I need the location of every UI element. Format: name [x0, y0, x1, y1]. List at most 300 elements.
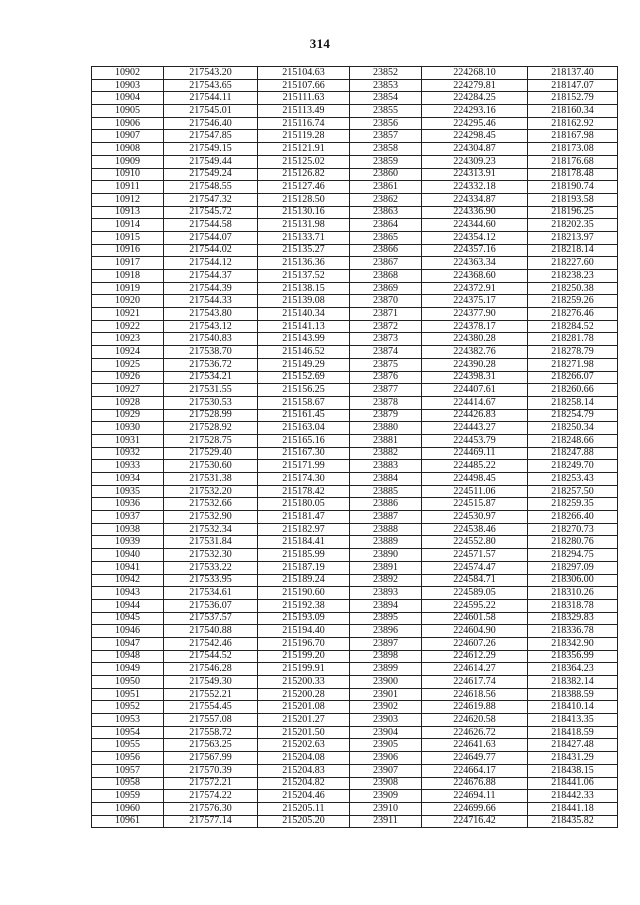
- table-row: [92, 346, 618, 359]
- x-coordinate-cell: 217548.55: [164, 181, 258, 194]
- point-id-cell: 23892: [350, 574, 422, 587]
- point-id-cell: 23869: [350, 282, 422, 295]
- point-id-cell: 23886: [350, 498, 422, 511]
- table-row: [92, 92, 618, 105]
- point-id-cell: 10928: [92, 396, 164, 409]
- x-coordinate-cell: 224380.28: [422, 333, 528, 346]
- y-coordinate-cell: 215167.30: [258, 447, 350, 460]
- y-coordinate-cell: 215174.30: [258, 473, 350, 486]
- point-id-cell: 10931: [92, 434, 164, 447]
- table-row: [92, 143, 618, 156]
- x-coordinate-cell: 224279.81: [422, 79, 528, 92]
- point-id-cell: 10929: [92, 409, 164, 422]
- x-coordinate-cell: 224398.31: [422, 371, 528, 384]
- y-coordinate-cell: 218271.98: [528, 358, 618, 371]
- x-coordinate-cell: 224716.42: [422, 815, 528, 828]
- table-row: [92, 726, 618, 739]
- y-coordinate-cell: 218413.35: [528, 714, 618, 727]
- y-coordinate-cell: 218438.15: [528, 764, 618, 777]
- table-row: [92, 155, 618, 168]
- x-coordinate-cell: 224304.87: [422, 143, 528, 156]
- y-coordinate-cell: 218294.75: [528, 549, 618, 562]
- x-coordinate-cell: 217543.65: [164, 79, 258, 92]
- x-coordinate-cell: 224284.25: [422, 92, 528, 105]
- x-coordinate-cell: 224426.83: [422, 409, 528, 422]
- point-id-cell: 10922: [92, 320, 164, 333]
- y-coordinate-cell: 218238.23: [528, 270, 618, 283]
- x-coordinate-cell: 217531.38: [164, 473, 258, 486]
- table-row: [92, 802, 618, 815]
- point-id-cell: 23887: [350, 511, 422, 524]
- y-coordinate-cell: 215137.52: [258, 270, 350, 283]
- x-coordinate-cell: 224372.91: [422, 282, 528, 295]
- point-id-cell: 23905: [350, 739, 422, 752]
- point-id-cell: 10926: [92, 371, 164, 384]
- x-coordinate-cell: 217549.30: [164, 676, 258, 689]
- y-coordinate-cell: 218310.26: [528, 587, 618, 600]
- point-id-cell: 10911: [92, 181, 164, 194]
- y-coordinate-cell: 215204.46: [258, 790, 350, 803]
- x-coordinate-cell: 217533.95: [164, 574, 258, 587]
- y-coordinate-cell: 215128.50: [258, 193, 350, 206]
- point-id-cell: 10903: [92, 79, 164, 92]
- x-coordinate-cell: 217536.72: [164, 358, 258, 371]
- x-coordinate-cell: 217547.32: [164, 193, 258, 206]
- point-id-cell: 23864: [350, 219, 422, 232]
- y-coordinate-cell: 218250.34: [528, 422, 618, 435]
- y-coordinate-cell: 218442.33: [528, 790, 618, 803]
- x-coordinate-cell: 224699.66: [422, 802, 528, 815]
- x-coordinate-cell: 217543.80: [164, 308, 258, 321]
- x-coordinate-cell: 217544.58: [164, 219, 258, 232]
- x-coordinate-cell: 217528.99: [164, 409, 258, 422]
- point-id-cell: 23863: [350, 206, 422, 219]
- y-coordinate-cell: 218248.66: [528, 434, 618, 447]
- x-coordinate-cell: 224377.90: [422, 308, 528, 321]
- y-coordinate-cell: 215199.20: [258, 650, 350, 663]
- y-coordinate-cell: 218342.90: [528, 637, 618, 650]
- table-row: [92, 168, 618, 181]
- point-id-cell: 10953: [92, 714, 164, 727]
- y-coordinate-cell: 218382.14: [528, 676, 618, 689]
- table-row: [92, 219, 618, 232]
- x-coordinate-cell: 224574.47: [422, 561, 528, 574]
- table-row: [92, 663, 618, 676]
- y-coordinate-cell: 215178.42: [258, 485, 350, 498]
- point-id-cell: 23911: [350, 815, 422, 828]
- table-row: [92, 308, 618, 321]
- y-coordinate-cell: 218147.07: [528, 79, 618, 92]
- y-coordinate-cell: 215201.27: [258, 714, 350, 727]
- y-coordinate-cell: 215113.49: [258, 105, 350, 118]
- table-row: [92, 67, 618, 80]
- y-coordinate-cell: 218276.46: [528, 308, 618, 321]
- point-id-cell: 23878: [350, 396, 422, 409]
- table-row: [92, 574, 618, 587]
- table-row: [92, 676, 618, 689]
- y-coordinate-cell: 215202.63: [258, 739, 350, 752]
- x-coordinate-cell: 224469.11: [422, 447, 528, 460]
- x-coordinate-cell: 224336.90: [422, 206, 528, 219]
- point-id-cell: 23890: [350, 549, 422, 562]
- table-row: [92, 637, 618, 650]
- point-id-cell: 10906: [92, 117, 164, 130]
- x-coordinate-cell: 224332.18: [422, 181, 528, 194]
- x-coordinate-cell: 224619.88: [422, 701, 528, 714]
- x-coordinate-cell: 217545.01: [164, 105, 258, 118]
- y-coordinate-cell: 218266.07: [528, 371, 618, 384]
- table-row: [92, 371, 618, 384]
- y-coordinate-cell: 215182.97: [258, 523, 350, 536]
- point-id-cell: 23879: [350, 409, 422, 422]
- x-coordinate-cell: 224530.97: [422, 511, 528, 524]
- y-coordinate-cell: 218193.58: [528, 193, 618, 206]
- y-coordinate-cell: 218297.09: [528, 561, 618, 574]
- point-id-cell: 23888: [350, 523, 422, 536]
- y-coordinate-cell: 218260.66: [528, 384, 618, 397]
- x-coordinate-cell: 217544.52: [164, 650, 258, 663]
- y-coordinate-cell: 218431.29: [528, 752, 618, 765]
- x-coordinate-cell: 217544.07: [164, 231, 258, 244]
- x-coordinate-cell: 217554.45: [164, 701, 258, 714]
- table-row: [92, 422, 618, 435]
- point-id-cell: 10937: [92, 511, 164, 524]
- point-id-cell: 10917: [92, 257, 164, 270]
- table-row: [92, 79, 618, 92]
- y-coordinate-cell: 215180.05: [258, 498, 350, 511]
- table-row: [92, 561, 618, 574]
- x-coordinate-cell: 217574.22: [164, 790, 258, 803]
- x-coordinate-cell: 217552.21: [164, 688, 258, 701]
- y-coordinate-cell: 215194.40: [258, 625, 350, 638]
- table-row: [92, 384, 618, 397]
- point-id-cell: 10904: [92, 92, 164, 105]
- table-row: [92, 396, 618, 409]
- y-coordinate-cell: 215193.09: [258, 612, 350, 625]
- point-id-cell: 23899: [350, 663, 422, 676]
- table-row: [92, 447, 618, 460]
- x-coordinate-cell: 217532.34: [164, 523, 258, 536]
- table-row: [92, 752, 618, 765]
- point-id-cell: 10930: [92, 422, 164, 435]
- y-coordinate-cell: 218213.97: [528, 231, 618, 244]
- point-id-cell: 23880: [350, 422, 422, 435]
- y-coordinate-cell: 218270.73: [528, 523, 618, 536]
- point-id-cell: 23881: [350, 434, 422, 447]
- point-id-cell: 23904: [350, 726, 422, 739]
- point-id-cell: 10946: [92, 625, 164, 638]
- x-coordinate-cell: 224649.77: [422, 752, 528, 765]
- x-coordinate-cell: 217531.55: [164, 384, 258, 397]
- point-id-cell: 23856: [350, 117, 422, 130]
- y-coordinate-cell: 215205.11: [258, 802, 350, 815]
- x-coordinate-cell: 217547.85: [164, 130, 258, 143]
- x-coordinate-cell: 224363.34: [422, 257, 528, 270]
- point-id-cell: 10932: [92, 447, 164, 460]
- x-coordinate-cell: 217540.83: [164, 333, 258, 346]
- table-row: [92, 206, 618, 219]
- x-coordinate-cell: 224552.80: [422, 536, 528, 549]
- y-coordinate-cell: 215171.99: [258, 460, 350, 473]
- point-id-cell: 23873: [350, 333, 422, 346]
- table-row: [92, 511, 618, 524]
- y-coordinate-cell: 218259.35: [528, 498, 618, 511]
- x-coordinate-cell: 217549.15: [164, 143, 258, 156]
- y-coordinate-cell: 218356.99: [528, 650, 618, 663]
- point-id-cell: 10920: [92, 295, 164, 308]
- point-id-cell: 23876: [350, 371, 422, 384]
- y-coordinate-cell: 218160.34: [528, 105, 618, 118]
- x-coordinate-cell: 224309.23: [422, 155, 528, 168]
- y-coordinate-cell: 215200.33: [258, 676, 350, 689]
- table-row: [92, 333, 618, 346]
- y-coordinate-cell: 218336.78: [528, 625, 618, 638]
- point-id-cell: 23893: [350, 587, 422, 600]
- x-coordinate-cell: 224584.71: [422, 574, 528, 587]
- point-id-cell: 23853: [350, 79, 422, 92]
- x-coordinate-cell: 224618.56: [422, 688, 528, 701]
- y-coordinate-cell: 215152.69: [258, 371, 350, 384]
- point-id-cell: 23884: [350, 473, 422, 486]
- point-id-cell: 10952: [92, 701, 164, 714]
- y-coordinate-cell: 218306.00: [528, 574, 618, 587]
- x-coordinate-cell: 217544.37: [164, 270, 258, 283]
- y-coordinate-cell: 215187.19: [258, 561, 350, 574]
- point-id-cell: 10940: [92, 549, 164, 562]
- table-body: [92, 67, 618, 828]
- x-coordinate-cell: 217532.20: [164, 485, 258, 498]
- table-row: [92, 498, 618, 511]
- x-coordinate-cell: 224607.26: [422, 637, 528, 650]
- point-id-cell: 23895: [350, 612, 422, 625]
- y-coordinate-cell: 215204.83: [258, 764, 350, 777]
- table-row: [92, 650, 618, 663]
- point-id-cell: 23866: [350, 244, 422, 257]
- y-coordinate-cell: 215163.04: [258, 422, 350, 435]
- y-coordinate-cell: 215130.16: [258, 206, 350, 219]
- y-coordinate-cell: 218410.14: [528, 701, 618, 714]
- point-id-cell: 10908: [92, 143, 164, 156]
- x-coordinate-cell: 217572.21: [164, 777, 258, 790]
- y-coordinate-cell: 215156.25: [258, 384, 350, 397]
- x-coordinate-cell: 217549.24: [164, 168, 258, 181]
- x-coordinate-cell: 217542.46: [164, 637, 258, 650]
- x-coordinate-cell: 224676.88: [422, 777, 528, 790]
- point-id-cell: 23867: [350, 257, 422, 270]
- y-coordinate-cell: 215140.34: [258, 308, 350, 321]
- table-row: [92, 117, 618, 130]
- x-coordinate-cell: 224382.76: [422, 346, 528, 359]
- y-coordinate-cell: 218435.82: [528, 815, 618, 828]
- table-row: [92, 434, 618, 447]
- point-id-cell: 23898: [350, 650, 422, 663]
- x-coordinate-cell: 224357.16: [422, 244, 528, 257]
- table-row: [92, 599, 618, 612]
- x-coordinate-cell: 224443.27: [422, 422, 528, 435]
- point-id-cell: 10955: [92, 739, 164, 752]
- y-coordinate-cell: 218247.88: [528, 447, 618, 460]
- x-coordinate-cell: 217540.88: [164, 625, 258, 638]
- point-id-cell: 10909: [92, 155, 164, 168]
- point-id-cell: 23891: [350, 561, 422, 574]
- table-row: [92, 295, 618, 308]
- y-coordinate-cell: 218388.59: [528, 688, 618, 701]
- y-coordinate-cell: 218427.48: [528, 739, 618, 752]
- x-coordinate-cell: 224498.45: [422, 473, 528, 486]
- x-coordinate-cell: 217528.92: [164, 422, 258, 435]
- point-id-cell: 10915: [92, 231, 164, 244]
- x-coordinate-cell: 224664.17: [422, 764, 528, 777]
- x-coordinate-cell: 224601.58: [422, 612, 528, 625]
- y-coordinate-cell: 215121.91: [258, 143, 350, 156]
- table-row: [92, 320, 618, 333]
- point-id-cell: 23871: [350, 308, 422, 321]
- x-coordinate-cell: 217531.84: [164, 536, 258, 549]
- point-id-cell: 10933: [92, 460, 164, 473]
- point-id-cell: 10913: [92, 206, 164, 219]
- point-id-cell: 10935: [92, 485, 164, 498]
- coordinates-table: [91, 66, 618, 828]
- point-id-cell: 23910: [350, 802, 422, 815]
- point-id-cell: 10921: [92, 308, 164, 321]
- point-id-cell: 10959: [92, 790, 164, 803]
- point-id-cell: 23877: [350, 384, 422, 397]
- y-coordinate-cell: 218281.78: [528, 333, 618, 346]
- x-coordinate-cell: 224694.11: [422, 790, 528, 803]
- x-coordinate-cell: 224295.46: [422, 117, 528, 130]
- y-coordinate-cell: 215184.41: [258, 536, 350, 549]
- point-id-cell: 23897: [350, 637, 422, 650]
- y-coordinate-cell: 218218.14: [528, 244, 618, 257]
- x-coordinate-cell: 217570.39: [164, 764, 258, 777]
- point-id-cell: 10905: [92, 105, 164, 118]
- point-id-cell: 10923: [92, 333, 164, 346]
- y-coordinate-cell: 215133.71: [258, 231, 350, 244]
- point-id-cell: 10927: [92, 384, 164, 397]
- x-coordinate-cell: 217529.40: [164, 447, 258, 460]
- y-coordinate-cell: 215158.67: [258, 396, 350, 409]
- x-coordinate-cell: 217530.53: [164, 396, 258, 409]
- x-coordinate-cell: 224595.22: [422, 599, 528, 612]
- point-id-cell: 10948: [92, 650, 164, 663]
- table-row: [92, 485, 618, 498]
- point-id-cell: 10958: [92, 777, 164, 790]
- x-coordinate-cell: 217532.30: [164, 549, 258, 562]
- y-coordinate-cell: 215149.29: [258, 358, 350, 371]
- x-coordinate-cell: 217549.44: [164, 155, 258, 168]
- point-id-cell: 23885: [350, 485, 422, 498]
- point-id-cell: 23894: [350, 599, 422, 612]
- x-coordinate-cell: 217545.72: [164, 206, 258, 219]
- point-id-cell: 10916: [92, 244, 164, 257]
- x-coordinate-cell: 224604.90: [422, 625, 528, 638]
- y-coordinate-cell: 218249.70: [528, 460, 618, 473]
- point-id-cell: 10924: [92, 346, 164, 359]
- point-id-cell: 10907: [92, 130, 164, 143]
- y-coordinate-cell: 218254.79: [528, 409, 618, 422]
- table-row: [92, 270, 618, 283]
- point-id-cell: 10949: [92, 663, 164, 676]
- y-coordinate-cell: 218176.68: [528, 155, 618, 168]
- x-coordinate-cell: 217533.22: [164, 561, 258, 574]
- x-coordinate-cell: 224571.57: [422, 549, 528, 562]
- x-coordinate-cell: 217577.14: [164, 815, 258, 828]
- y-coordinate-cell: 215116.74: [258, 117, 350, 130]
- point-id-cell: 10941: [92, 561, 164, 574]
- table-row: [92, 625, 618, 638]
- x-coordinate-cell: 217543.12: [164, 320, 258, 333]
- y-coordinate-cell: 215135.27: [258, 244, 350, 257]
- table-row: [92, 764, 618, 777]
- x-coordinate-cell: 217537.57: [164, 612, 258, 625]
- y-coordinate-cell: 215201.50: [258, 726, 350, 739]
- y-coordinate-cell: 215125.02: [258, 155, 350, 168]
- point-id-cell: 10942: [92, 574, 164, 587]
- y-coordinate-cell: 215205.20: [258, 815, 350, 828]
- point-id-cell: 23896: [350, 625, 422, 638]
- point-id-cell: 10938: [92, 523, 164, 536]
- x-coordinate-cell: 217530.60: [164, 460, 258, 473]
- point-id-cell: 23908: [350, 777, 422, 790]
- y-coordinate-cell: 215201.08: [258, 701, 350, 714]
- x-coordinate-cell: 217544.11: [164, 92, 258, 105]
- x-coordinate-cell: 224453.79: [422, 434, 528, 447]
- x-coordinate-cell: 224626.72: [422, 726, 528, 739]
- y-coordinate-cell: 215161.45: [258, 409, 350, 422]
- table-row: [92, 739, 618, 752]
- point-id-cell: 10939: [92, 536, 164, 549]
- x-coordinate-cell: 217567.99: [164, 752, 258, 765]
- point-id-cell: 23901: [350, 688, 422, 701]
- y-coordinate-cell: 218364.23: [528, 663, 618, 676]
- table-row: [92, 815, 618, 828]
- point-id-cell: 23875: [350, 358, 422, 371]
- table-row: [92, 244, 618, 257]
- y-coordinate-cell: 215138.15: [258, 282, 350, 295]
- y-coordinate-cell: 215196.70: [258, 637, 350, 650]
- y-coordinate-cell: 215185.99: [258, 549, 350, 562]
- table-row: [92, 409, 618, 422]
- x-coordinate-cell: 224375.17: [422, 295, 528, 308]
- y-coordinate-cell: 218173.08: [528, 143, 618, 156]
- point-id-cell: 23865: [350, 231, 422, 244]
- point-id-cell: 10945: [92, 612, 164, 625]
- page-number: 314: [309, 36, 331, 51]
- x-coordinate-cell: 217538.70: [164, 346, 258, 359]
- y-coordinate-cell: 215165.16: [258, 434, 350, 447]
- table-row: [92, 257, 618, 270]
- table-row: [92, 536, 618, 549]
- y-coordinate-cell: 215141.13: [258, 320, 350, 333]
- x-coordinate-cell: 224538.46: [422, 523, 528, 536]
- x-coordinate-cell: 217544.02: [164, 244, 258, 257]
- y-coordinate-cell: 215189.24: [258, 574, 350, 587]
- x-coordinate-cell: 217557.08: [164, 714, 258, 727]
- x-coordinate-cell: 224268.10: [422, 67, 528, 80]
- point-id-cell: 23858: [350, 143, 422, 156]
- point-id-cell: 10961: [92, 815, 164, 828]
- x-coordinate-cell: 217528.75: [164, 434, 258, 447]
- x-coordinate-cell: 224390.28: [422, 358, 528, 371]
- x-coordinate-cell: 217534.61: [164, 587, 258, 600]
- point-id-cell: 23862: [350, 193, 422, 206]
- y-coordinate-cell: 215139.08: [258, 295, 350, 308]
- point-id-cell: 10950: [92, 676, 164, 689]
- point-id-cell: 23855: [350, 105, 422, 118]
- point-id-cell: 23909: [350, 790, 422, 803]
- y-coordinate-cell: 218441.06: [528, 777, 618, 790]
- x-coordinate-cell: 217546.28: [164, 663, 258, 676]
